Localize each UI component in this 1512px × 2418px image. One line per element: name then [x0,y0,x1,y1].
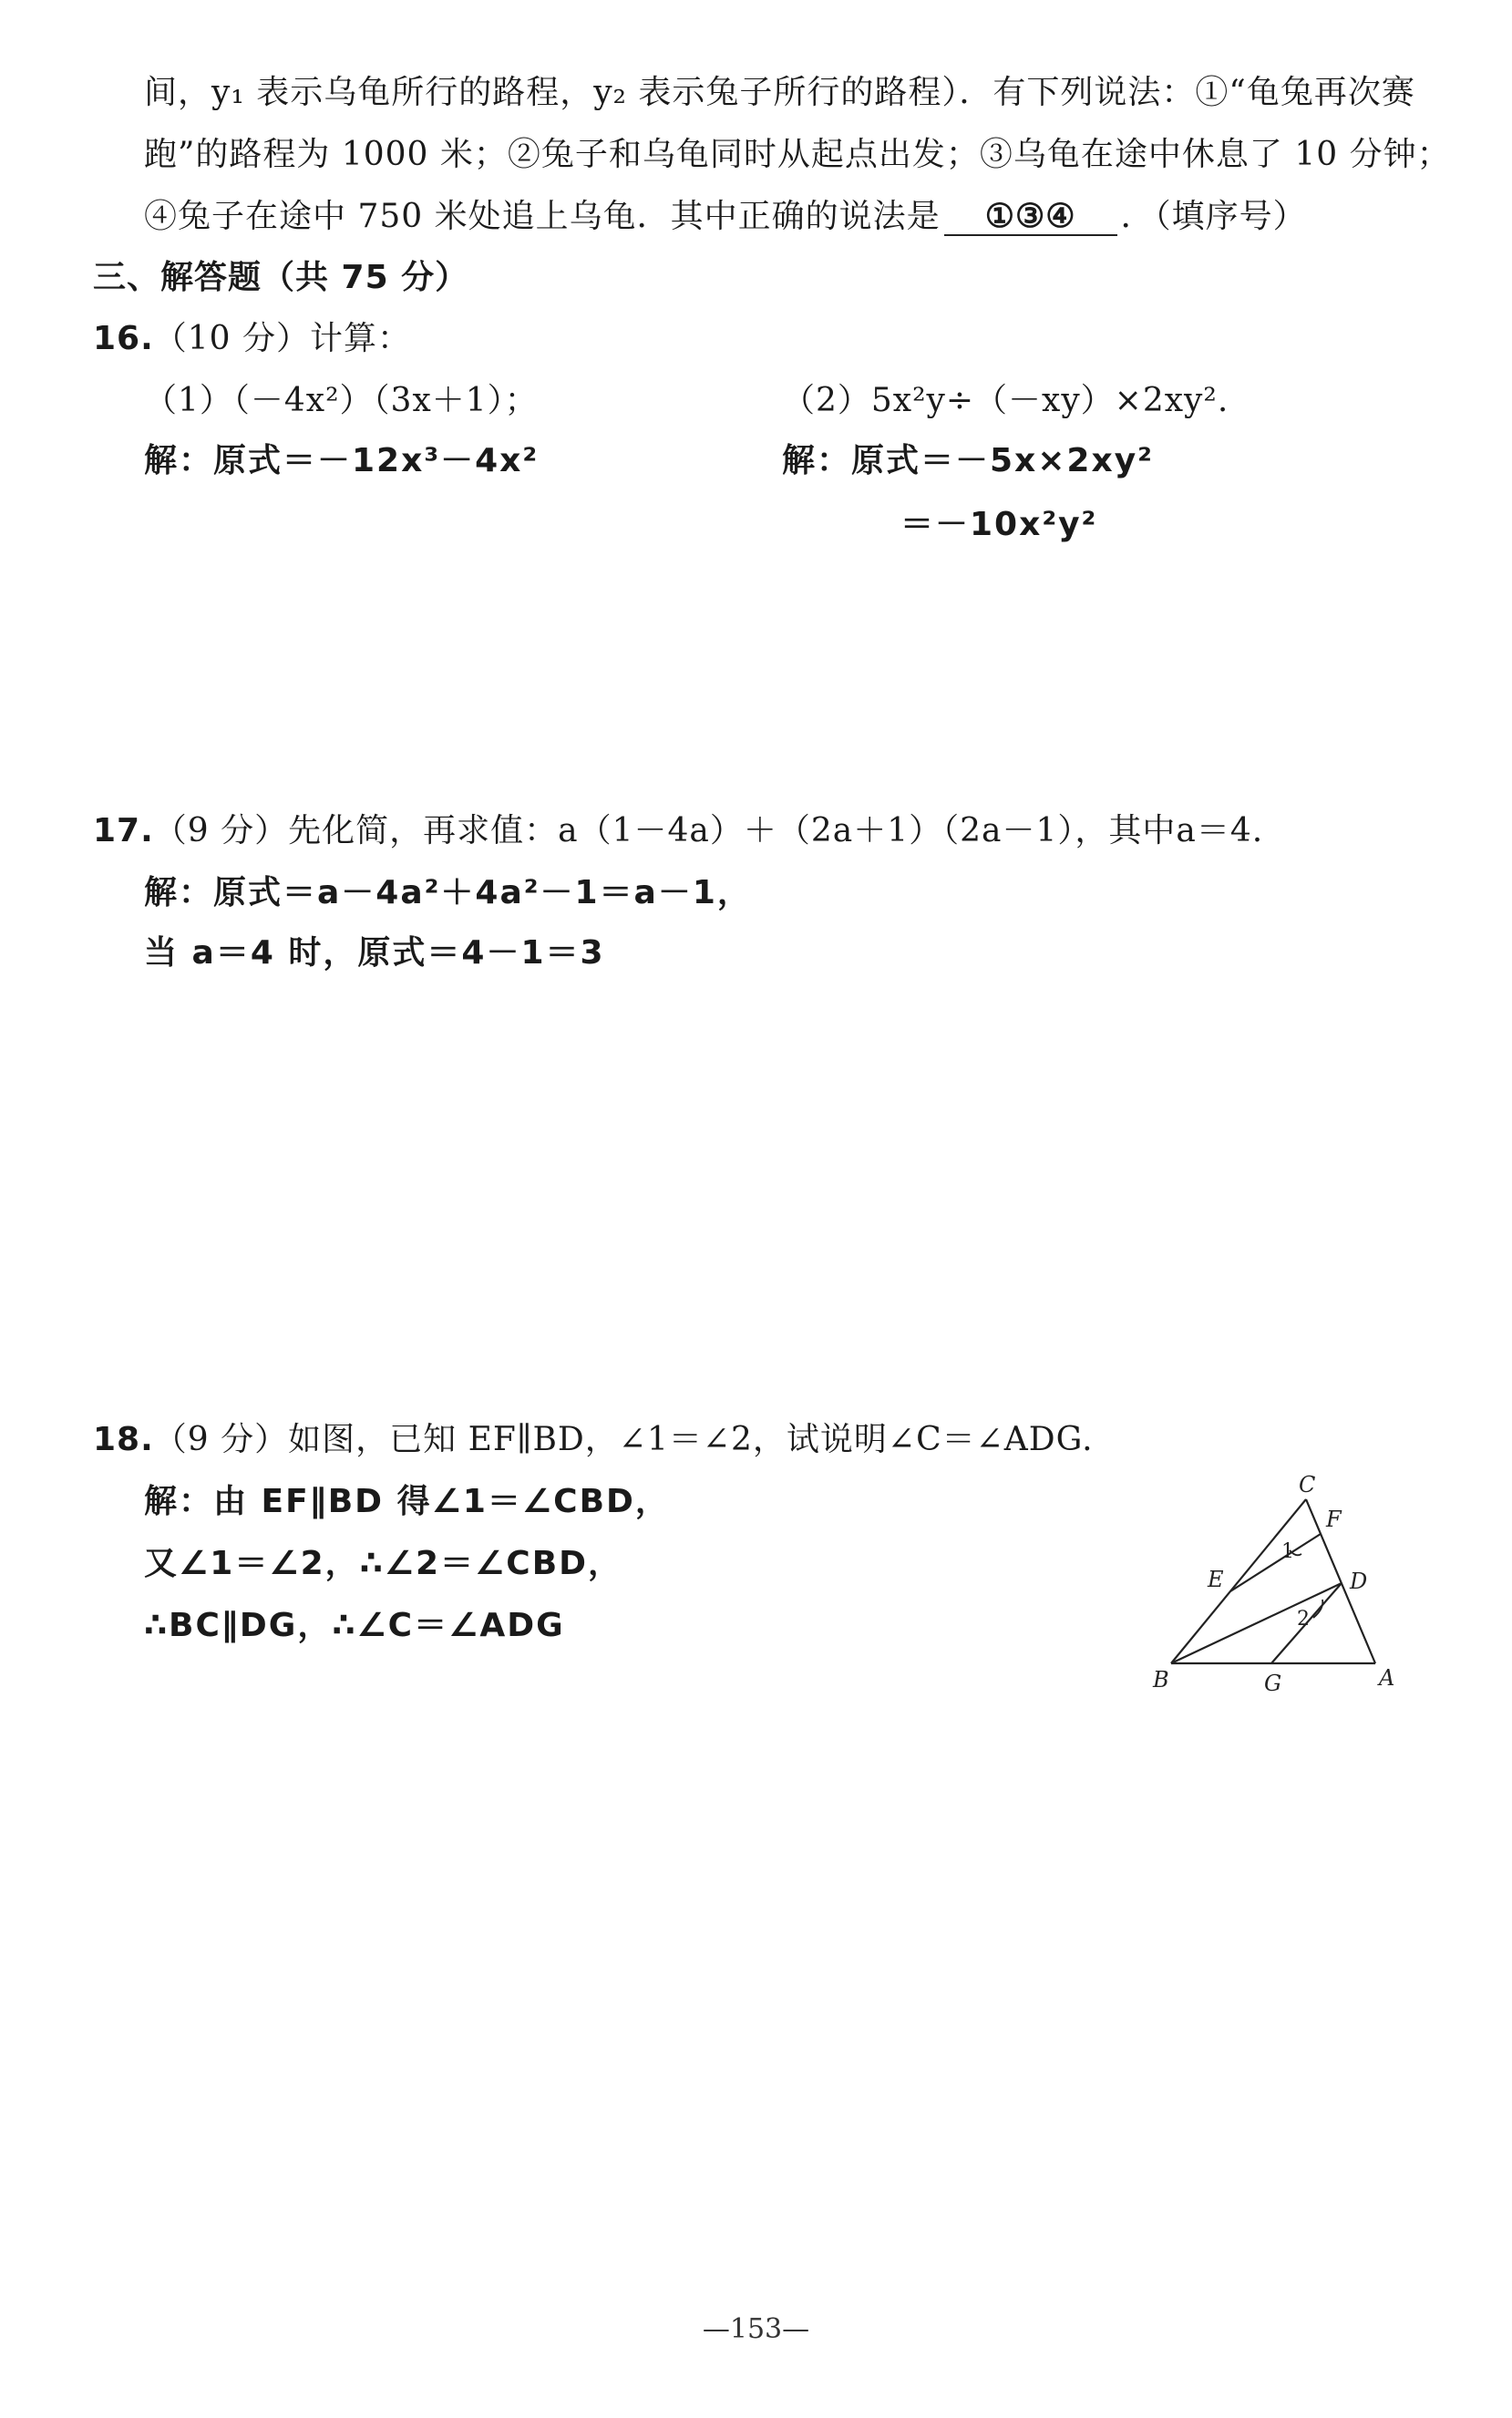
q18-answer-1: 解：由 EF∥BD 得∠1＝∠CBD， [144,1483,670,1520]
label-angle-2: 2 [1297,1608,1310,1631]
q16-number: 16. [93,320,154,357]
q16-part-2: （2）5x²y÷（－xy）×2xy². [782,382,1229,419]
segment-bc [1171,1499,1306,1663]
q16-header [93,319,411,359]
q15-line-2: 跑”的路程为 1000 米；②兔子和乌龟同时从起点出发；③乌龟在途中休息了 10 分钟； [144,136,1451,173]
q16-part-2-answer-2: ＝－10x²y² [900,506,1098,543]
triangle-figure [1135,1472,1408,1700]
q17-stem: （9 分）先化简，再求值：a（1－4a）＋（2a＋1）（2a－1），其中a＝4. [153,812,1264,849]
page-number: —153— [702,2313,810,2345]
q15-line-3-tail: ．（填序号） [1120,198,1307,235]
label-c: C [1299,1472,1316,1497]
q16-part-1-answer: 解：原式＝－12x³－4x² [144,442,540,479]
q18-answer-2: 又∠1＝∠2，∴∠2＝∠CBD， [144,1545,623,1582]
q18-stem: （9 分）如图，已知 EF∥BD，∠1＝∠2，试说明∠C＝∠ADG. [153,1421,1094,1458]
q16-stem: （10 分）计算： [153,320,412,357]
q15-line-3-text: ④兔子在途中 750 米处追上乌龟．其中正确的说法是 [144,198,941,235]
q17-header [93,811,1263,851]
section-3-title: 三、解答题（共 75 分） [93,259,469,296]
label-f: F [1326,1507,1342,1532]
q17-number: 17. [93,812,154,849]
label-e: E [1208,1567,1224,1592]
q15-line-3 [144,197,1307,237]
q18-number: 18. [93,1421,154,1458]
segment-ef [1230,1534,1321,1591]
q18-answer-3: ∴BC∥DG，∴∠C＝∠ADG [144,1607,565,1644]
q16-part-2-answer-1: 解：原式＝－5x×2xy² [782,442,1154,479]
q18-header [93,1420,1094,1460]
label-angle-1: 1 [1281,1540,1294,1563]
q15-line-1: 间，y₁ 表示乌龟所行的路程，y₂ 表示兔子所行的路程）．有下列说法：①“龟兔再次赛 [144,74,1415,111]
q15-answer-blank: ①③④ [944,198,1117,236]
segment-bd [1171,1583,1342,1663]
label-a: A [1379,1665,1395,1691]
label-b: B [1153,1667,1169,1693]
q17-answer-1: 解：原式＝a－4a²＋4a²－1＝a－1， [144,874,752,911]
label-g: G [1264,1671,1282,1696]
label-d: D [1350,1569,1368,1594]
q16-part-1: （1）（－4x²）（3x＋1）； [144,382,539,419]
q17-answer-2: 当 a＝4 时，原式＝4－1＝3 [144,934,605,972]
